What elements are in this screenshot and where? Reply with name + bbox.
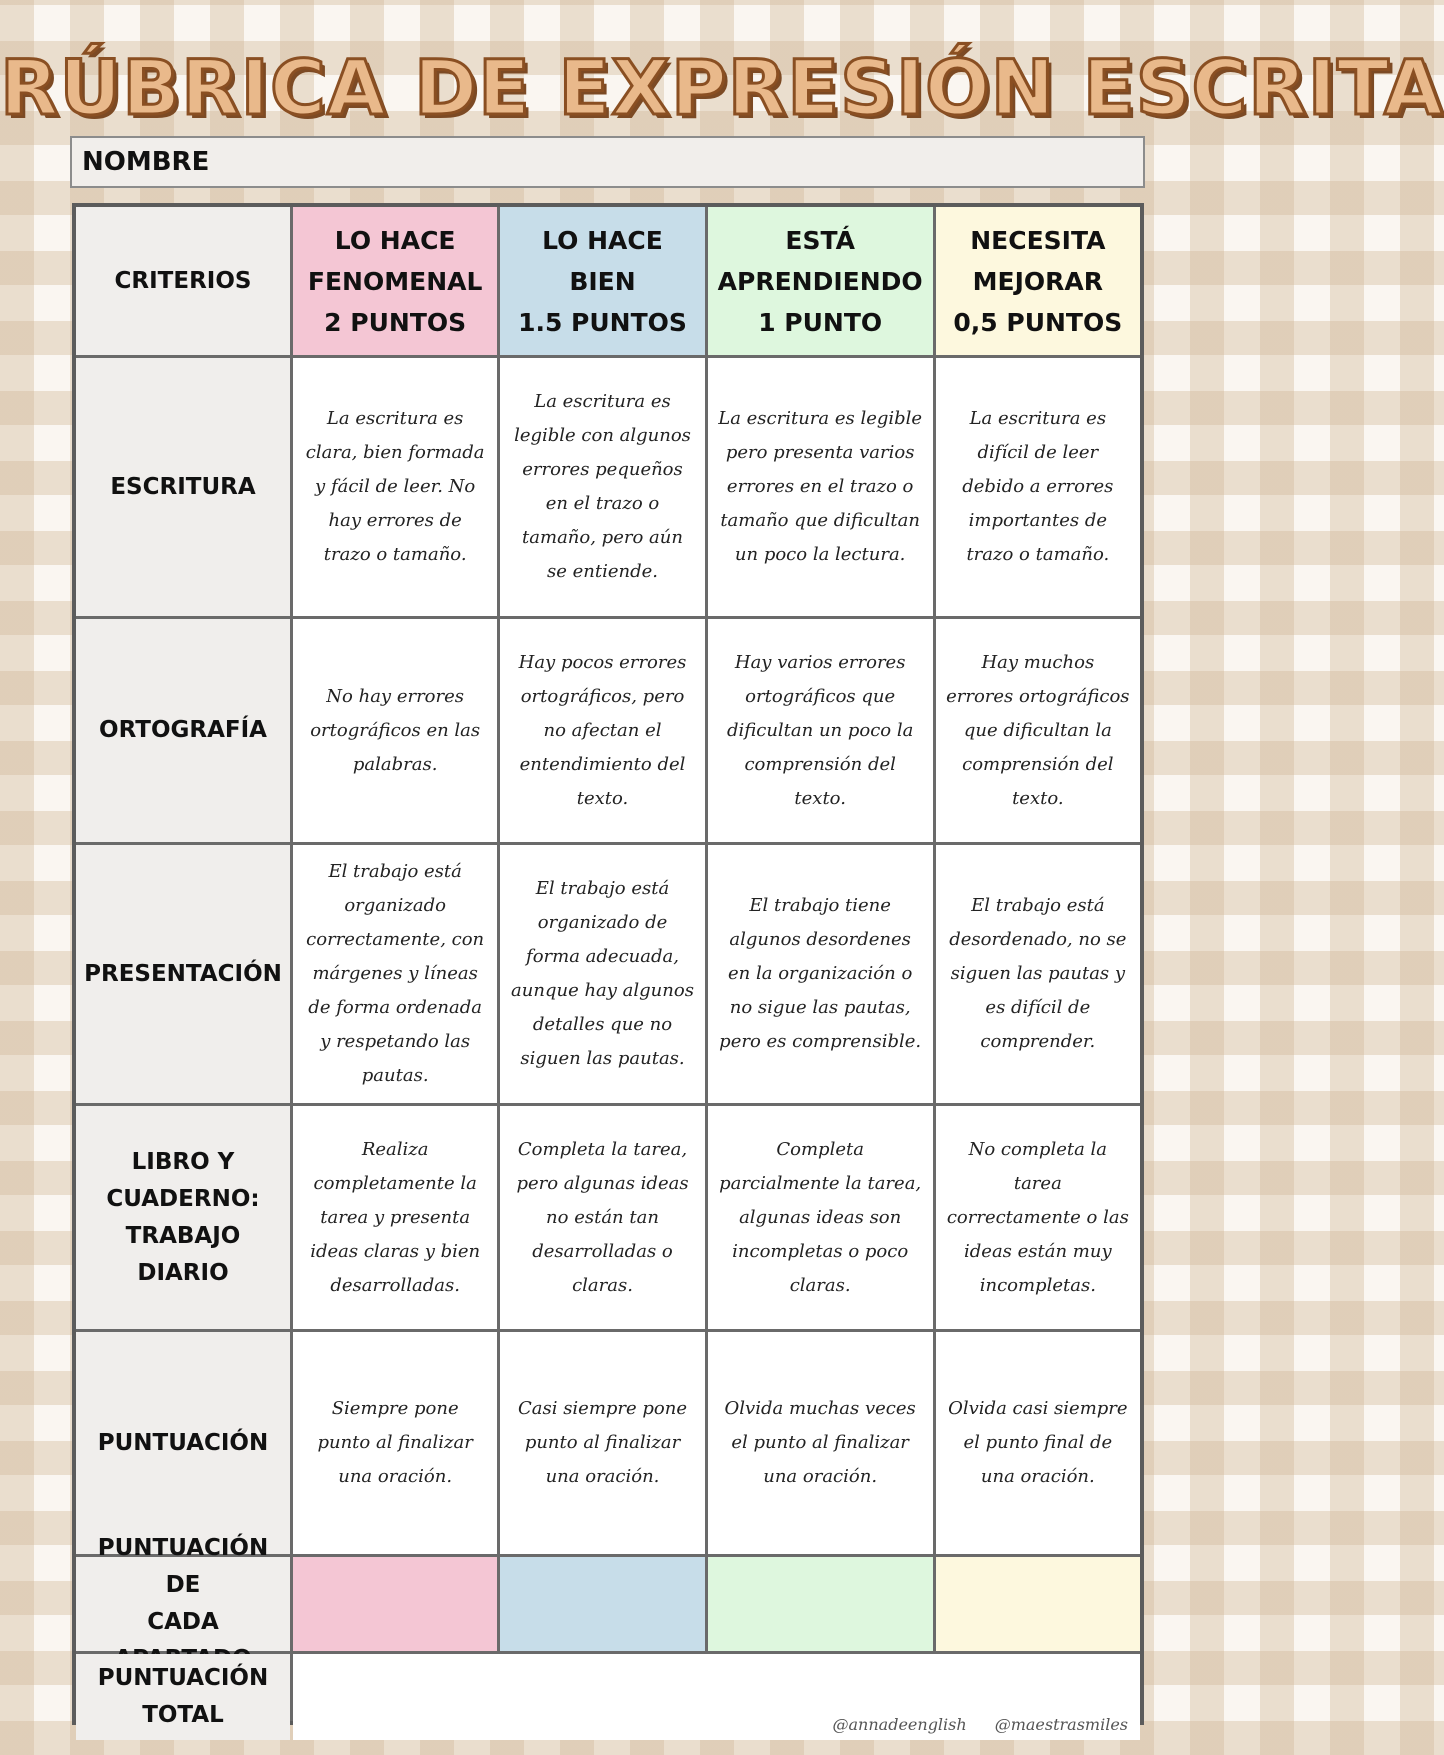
descriptor-cell: Hay muchos errores ortográficos que dificultan la comprensión del texto. [936, 619, 1140, 842]
total-score-label: PUNTUACIÓN TOTAL [76, 1654, 290, 1740]
criterion-presentacion: PRESENTACIÓN [76, 845, 290, 1103]
descriptor-cell: Olvida muchas veces el punto al finalizar una oración. [708, 1332, 933, 1554]
descriptor-cell: Completa la tarea, pero algunas ideas no están tan desarrolladas o claras. [500, 1106, 704, 1329]
descriptor-cell: Realiza completamente la tarea y presenta ideas claras y bien desarrolladas. [293, 1106, 497, 1329]
credits [833, 1715, 1128, 1734]
descriptor-cell: La escritura es legible con algunos errores pequeños en el trazo o tamaño, pero aún se entiende. [500, 358, 704, 616]
page-title: RÚBRICA DE EXPRESIÓN ESCRITA [0, 43, 1444, 132]
descriptor-cell: Olvida casi siempre el punto final de una oración. [936, 1332, 1140, 1554]
criterion-ortografia: ORTOGRAFÍA [76, 619, 290, 842]
name-label: NOMBRE [82, 147, 210, 177]
level-header-mejorar: NECESITA MEJORAR 0,5 PUNTOS [936, 207, 1140, 355]
descriptor-cell: El trabajo está organizado correctamente, con márgenes y líneas de forma ordenada y respetando las pautas. [293, 845, 497, 1103]
section-score-aprendiendo-field[interactable] [708, 1557, 933, 1651]
credit-annadeenglish: @annadeenglish [832, 1715, 967, 1734]
level-header-aprendiendo: ESTÁ APRENDIENDO 1 PUNTO [708, 207, 933, 355]
section-score-label: DE CADA [76, 1557, 290, 1651]
section-score-fenomenal-field[interactable] [293, 1557, 497, 1651]
descriptor-cell: Hay pocos errores ortográficos, pero no afectan el entendimiento del texto. [500, 619, 704, 842]
descriptor-cell: El trabajo tiene algunos desordenes en la organización o no sigue las pautas, pero es comprensible. [708, 845, 933, 1103]
level-header-fenomenal: LO HACE FENOMENAL 2 PUNTOS [293, 207, 497, 355]
section-score-bien-field[interactable] [500, 1557, 704, 1651]
descriptor-cell: La escritura es legible pero presenta varios errores en el trazo o tamaño que dificultan un poco la lectura. [708, 358, 933, 616]
descriptor-cell: El trabajo está desordenado, no se siguen las pautas y es difícil de comprender. [936, 845, 1140, 1103]
descriptor-cell: La escritura es clara, bien formada y fácil de leer. No hay errores de trazo o tamaño. [293, 358, 497, 616]
name-field[interactable] [70, 136, 1145, 188]
descriptor-cell: Siempre pone punto al finalizar una oración. [293, 1332, 497, 1554]
criteria-header: CRITERIOS [76, 207, 290, 355]
criterion-libro-cuaderno: LIBRO Y CUADERNO: TRABAJO DIARIO [76, 1106, 290, 1329]
descriptor-cell: El trabajo está organizado de forma adecuada, aunque hay algunos detalles que no siguen las pautas. [500, 845, 704, 1103]
rubric-table [72, 203, 1144, 1734]
credit-maestrasmiles: @maestrasmiles [994, 1715, 1128, 1734]
descriptor-cell: Hay varios errores ortográficos que dificultan un poco la comprensión del texto. [708, 619, 933, 842]
total-score-field[interactable] [293, 1654, 1140, 1740]
descriptor-cell: La escritura es difícil de leer debido a errores importantes de trazo o tamaño. [936, 358, 1140, 616]
descriptor-cell: Casi siempre pone punto al finalizar una oración. [500, 1332, 704, 1554]
criterion-puntuacion: PUNTUACIÓN [76, 1332, 290, 1554]
descriptor-cell: No hay errores ortográficos en las palabras. [293, 619, 497, 842]
section-score-mejorar-field[interactable] [936, 1557, 1140, 1651]
descriptor-cell: Completa parcialmente la tarea, algunas ideas son incompletas o poco claras. [708, 1106, 933, 1329]
level-header-bien: LO HACE BIEN 1.5 PUNTOS [500, 207, 704, 355]
descriptor-cell: No completa la tarea correctamente o las ideas están muy incompletas. [936, 1106, 1140, 1329]
criterion-escritura: ESCRITURA [76, 358, 290, 616]
